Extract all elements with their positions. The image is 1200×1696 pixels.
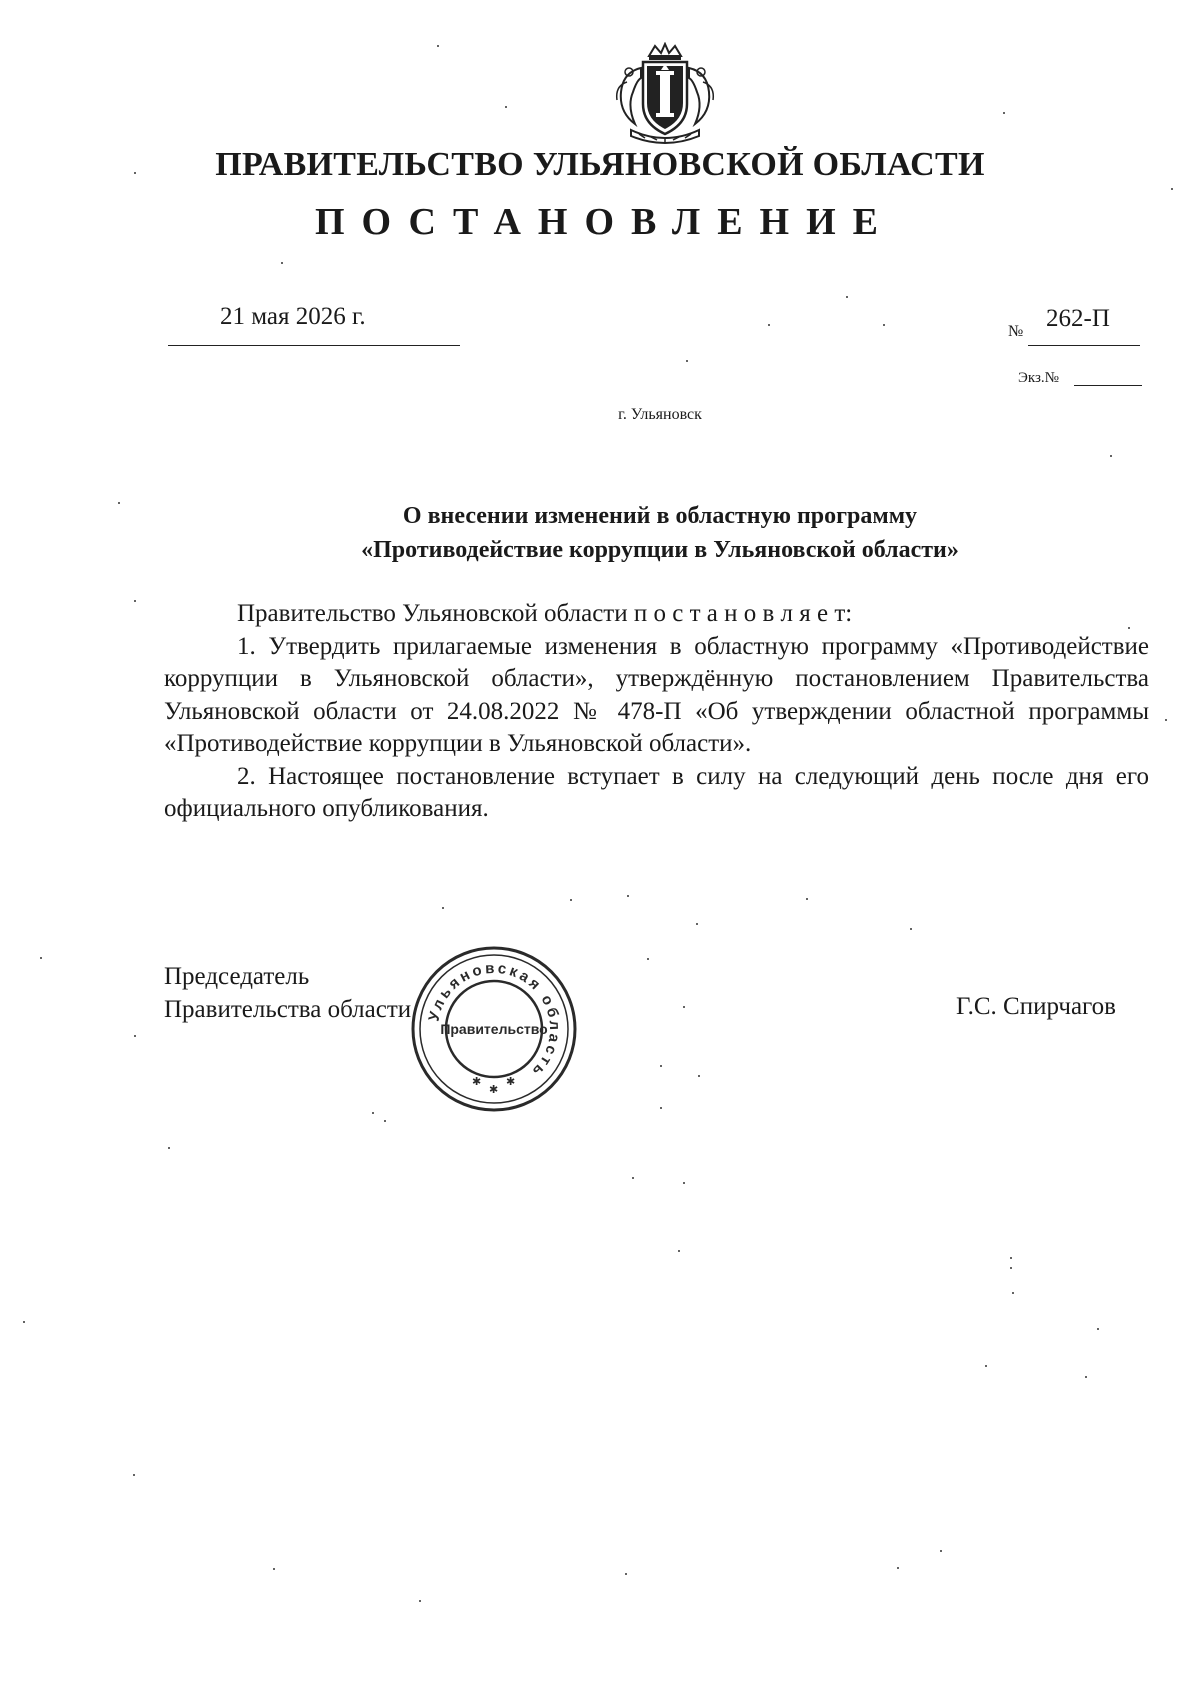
- scan-speck: [683, 1006, 685, 1008]
- number-underline: [1028, 345, 1140, 346]
- scan-speck: [1128, 627, 1130, 629]
- scan-speck: [627, 895, 629, 897]
- clause-1: 1. Утвердить прилагаемые изменения в областную программу «Противодействие коррупции в Ульяновской области», утверждённую постановлением Правительства Ульяновской области от 24.08.2022 № 478-П «Об утверждении областной программы «Противодействие коррупции в Ульяновской области».: [164, 632, 1149, 757]
- coat-of-arms-icon: [605, 42, 725, 147]
- scan-speck: [910, 928, 912, 930]
- date-underline: [168, 345, 460, 346]
- stamp-ring-text: Ульяновская область: [425, 959, 564, 1082]
- signer-position: [164, 960, 411, 1026]
- scan-speck: [384, 1120, 386, 1122]
- scan-speck: [118, 502, 120, 504]
- government-name: ПРАВИТЕЛЬСТВО УЛЬЯНОВСКОЙ ОБЛАСТИ: [215, 146, 985, 183]
- copy-number-underline: [1074, 385, 1142, 386]
- document-title-line-1: О внесении изменений в областную программу: [402, 503, 918, 529]
- scan-speck: [505, 106, 507, 108]
- number-sign: №: [1008, 323, 1024, 340]
- stamp-star-icon: ✱: [472, 1075, 482, 1088]
- scan-speck: [1171, 188, 1173, 190]
- scan-speck: [168, 1147, 170, 1149]
- scan-speck: [1085, 1376, 1087, 1378]
- scan-speck: [134, 172, 136, 174]
- scan-speck: [660, 1107, 662, 1109]
- signer-name: Г.С. Спирчагов: [956, 993, 1116, 1020]
- stamp-star-icon: ✱: [506, 1075, 516, 1088]
- scan-speck: [1097, 1328, 1099, 1330]
- scan-speck: [1003, 112, 1005, 114]
- scan-speck: [23, 1321, 25, 1323]
- scan-speck: [40, 957, 42, 959]
- scan-speck: [686, 360, 688, 362]
- scan-speck: [768, 324, 770, 326]
- copy-number-label: Экз.№: [1018, 370, 1059, 386]
- scan-speck: [134, 600, 136, 602]
- clause-2: 2. Настоящее постановление вступает в силу на следующий день после дня его официального опубликования.: [164, 762, 1149, 822]
- scan-speck: [442, 907, 444, 909]
- preamble: Правительство Ульяновской области п о с т а н о в л я е т:: [237, 600, 853, 627]
- scan-speck: [570, 899, 572, 901]
- scan-speck: [632, 1177, 634, 1179]
- stamp-center-text: Правительство: [440, 1021, 548, 1037]
- scan-speck: [985, 1365, 987, 1367]
- scan-speck: [372, 1112, 374, 1114]
- scan-speck: [133, 1474, 135, 1476]
- scan-speck: [437, 45, 439, 47]
- scan-speck: [625, 1573, 627, 1575]
- document-title: [0, 499, 1200, 567]
- scan-speck: [698, 1075, 700, 1077]
- scan-speck: [683, 1182, 685, 1184]
- scan-speck: [647, 958, 649, 960]
- scan-speck: [419, 1600, 421, 1602]
- scan-speck: [1110, 455, 1112, 457]
- scan-speck: [134, 1035, 136, 1037]
- scan-speck: [273, 1568, 275, 1570]
- scan-speck: [696, 923, 698, 925]
- scan-speck: [1012, 1292, 1014, 1294]
- scan-speck: [883, 324, 885, 326]
- city: г. Ульяновск: [618, 406, 702, 423]
- scan-speck: [678, 1250, 680, 1252]
- document-title-line-2: «Противодействие коррупции в Ульяновской области»: [361, 537, 959, 563]
- scan-speck: [1010, 1257, 1012, 1259]
- scan-speck: [281, 262, 283, 264]
- scan-speck: [806, 898, 808, 900]
- document-body: [164, 598, 1149, 826]
- scan-speck: [940, 1550, 942, 1552]
- scan-speck: [660, 1065, 662, 1067]
- scan-speck: [897, 1567, 899, 1569]
- document-type: ПОСТАНОВЛЕНИЕ: [314, 201, 896, 243]
- signer-position-line-1: Председатель: [164, 963, 310, 990]
- document-date: 21 мая 2026 г.: [220, 303, 366, 330]
- stamp-star-icon: ✱: [489, 1083, 499, 1096]
- seal-stamp-icon: [410, 945, 578, 1113]
- document-number: 262-П: [1046, 305, 1110, 332]
- scan-speck: [1165, 719, 1167, 721]
- signer-position-line-2: Правительства области: [164, 996, 412, 1023]
- scan-speck: [846, 296, 848, 298]
- scan-speck: [1010, 1267, 1012, 1269]
